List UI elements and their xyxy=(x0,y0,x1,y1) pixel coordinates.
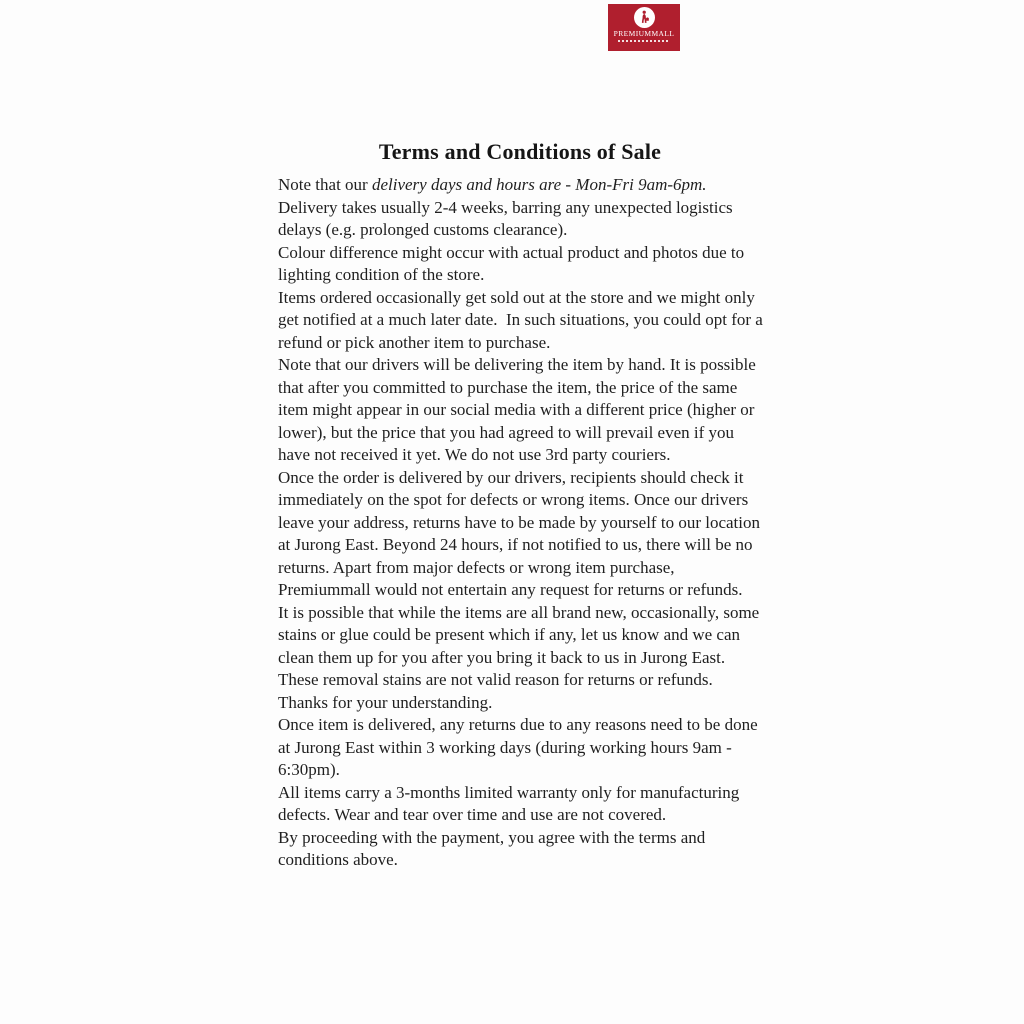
intro-italic-text: delivery days and hours are - Mon-Fri 9am-6pm. xyxy=(371,175,707,194)
terms-paragraph: Colour difference might occur with actual product and photos due to lighting condition of the store. xyxy=(278,242,749,284)
terms-paragraph: Once the order is delivered by our drivers, recipients should check it immediately on the spot for defects or wrong items. Once our drivers leave your address, returns have to be made by yourself to our location at Jurong East. Beyond 24 hours, if not notified to us, there will be no returns. Apart from major defects or wrong item purchase, Premiummall would not entertain any request for returns or refunds. xyxy=(278,467,765,599)
premiummall-logo xyxy=(608,4,680,51)
terms-paragraph: Items ordered occasionally get sold out at the store and we might only get notified at a much later date. In such situations, you could opt for a refund or pick another item to purchase. xyxy=(278,287,768,352)
terms-paragraph: By proceeding with the payment, you agree with the terms and conditions above. xyxy=(278,827,710,869)
terms-paragraph: Once item is delivered, any returns due to any reasons need to be done at Jurong East within 3 working days (during working hours 9am - 6:30pm). xyxy=(278,715,762,779)
terms-paragraph: Note that our drivers will be delivering the item by hand. It is possible that after you committed to purchase the item, the price of the same item might appear in our social media with a different price (higher or lower), but the price that you had agreed to will prevail even if you have not received it yet. We do not use 3rd party couriers. xyxy=(278,355,761,464)
terms-intro-paragraph xyxy=(278,174,764,197)
terms-paragraph: All items carry a 3-months limited warranty only for manufacturing defects. Wear and tear over time and use are not covered. xyxy=(278,782,744,824)
terms-paragraph: It is possible that while the items are all brand new, occasionally, some stains or glue could be present which if any, let us know and we can clean them up for you after you bring it back to us in Jurong East. These removal stains are not valid reason for returns or refunds. Thanks for your understanding. xyxy=(278,602,764,712)
page-title: Terms and Conditions of Sale xyxy=(378,138,662,164)
logo-brand-text: PREMIUMMALL xyxy=(613,29,675,38)
terms-body xyxy=(278,174,768,872)
logo-tagline xyxy=(618,40,670,42)
logo-circle xyxy=(634,7,655,28)
intro-prefix: Note that our xyxy=(278,175,372,194)
woman-silhouette-icon xyxy=(636,9,653,26)
terms-paragraph: Delivery takes usually 2-4 weeks, barring any unexpected logistics delays (e.g. prolonged customs clearance). xyxy=(278,197,737,239)
